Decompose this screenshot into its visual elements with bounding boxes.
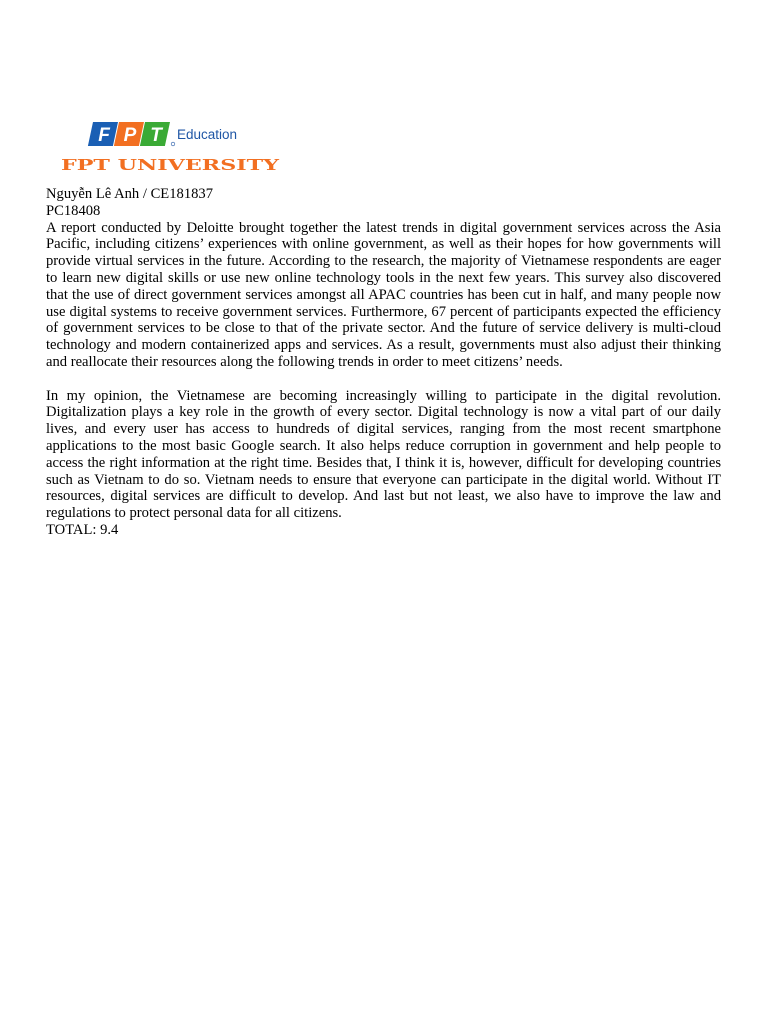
registered-mark-icon <box>171 142 175 146</box>
paragraph-1: A report conducted by Deloitte brought together the latest trends in digital government services across the Asia Pacific, including citizens’ experiences with online government, as well as their hopes for how governments will provide virtual services in the future. According to the research, the majority of Vietnamese respondents are eager to learn new digital skills or use new online technology tools in the next few years. This survey also discovered that the use of direct government services amongst all APAC countries has been cut in half, and many people now use digital systems to receive government services. Furthermore, 67 percent of participants expected the efficiency of government services to be close to that of the private sector. And the future of service delivery is multi-cloud technology and modern containerized apps and services. As a result, governments must also adjust their thinking and reallocate their resources along the following trends in order to meet citizens’ needs. <box>46 219 721 370</box>
document-body <box>46 186 721 539</box>
logo-tagline: Education <box>177 127 238 142</box>
fpt-education-logo <box>60 118 282 176</box>
fpt-letter-t: T <box>150 125 162 146</box>
fpt-logo-graphic <box>60 118 282 176</box>
total-score: TOTAL: 9.4 <box>46 521 119 538</box>
logo-university-name: FPT UNIVERSITY <box>61 157 280 174</box>
fpt-letter-p: P <box>123 125 137 146</box>
class-code: PC18408 <box>46 202 101 219</box>
paragraph-2: In my opinion, the Vietnamese are becoming increasingly willing to participate in the digital revolution. Digitalization plays a key role in the growth of every sector. Digital technology is now a vital part of our daily lives, and every user has access to hundreds of digital services, ranging from the most recent smartphone applications to the most basic Google search. It also helps reduce corruption in government and help people to access the right information at the right time. Besides that, I think it is, however, difficult for developing countries such as Vietnam to do so. Vietnam needs to ensure that everyone can participate in the digital world. Without IT resources, digital services are difficult to develop. And last but not least, we also have to improve the law and regulations to protect personal data for all citizens. <box>46 387 721 522</box>
author-line: Nguyễn Lê Anh / CE181837 <box>46 186 214 202</box>
fpt-letter-f: F <box>98 125 110 146</box>
paragraph-spacer <box>46 371 721 388</box>
